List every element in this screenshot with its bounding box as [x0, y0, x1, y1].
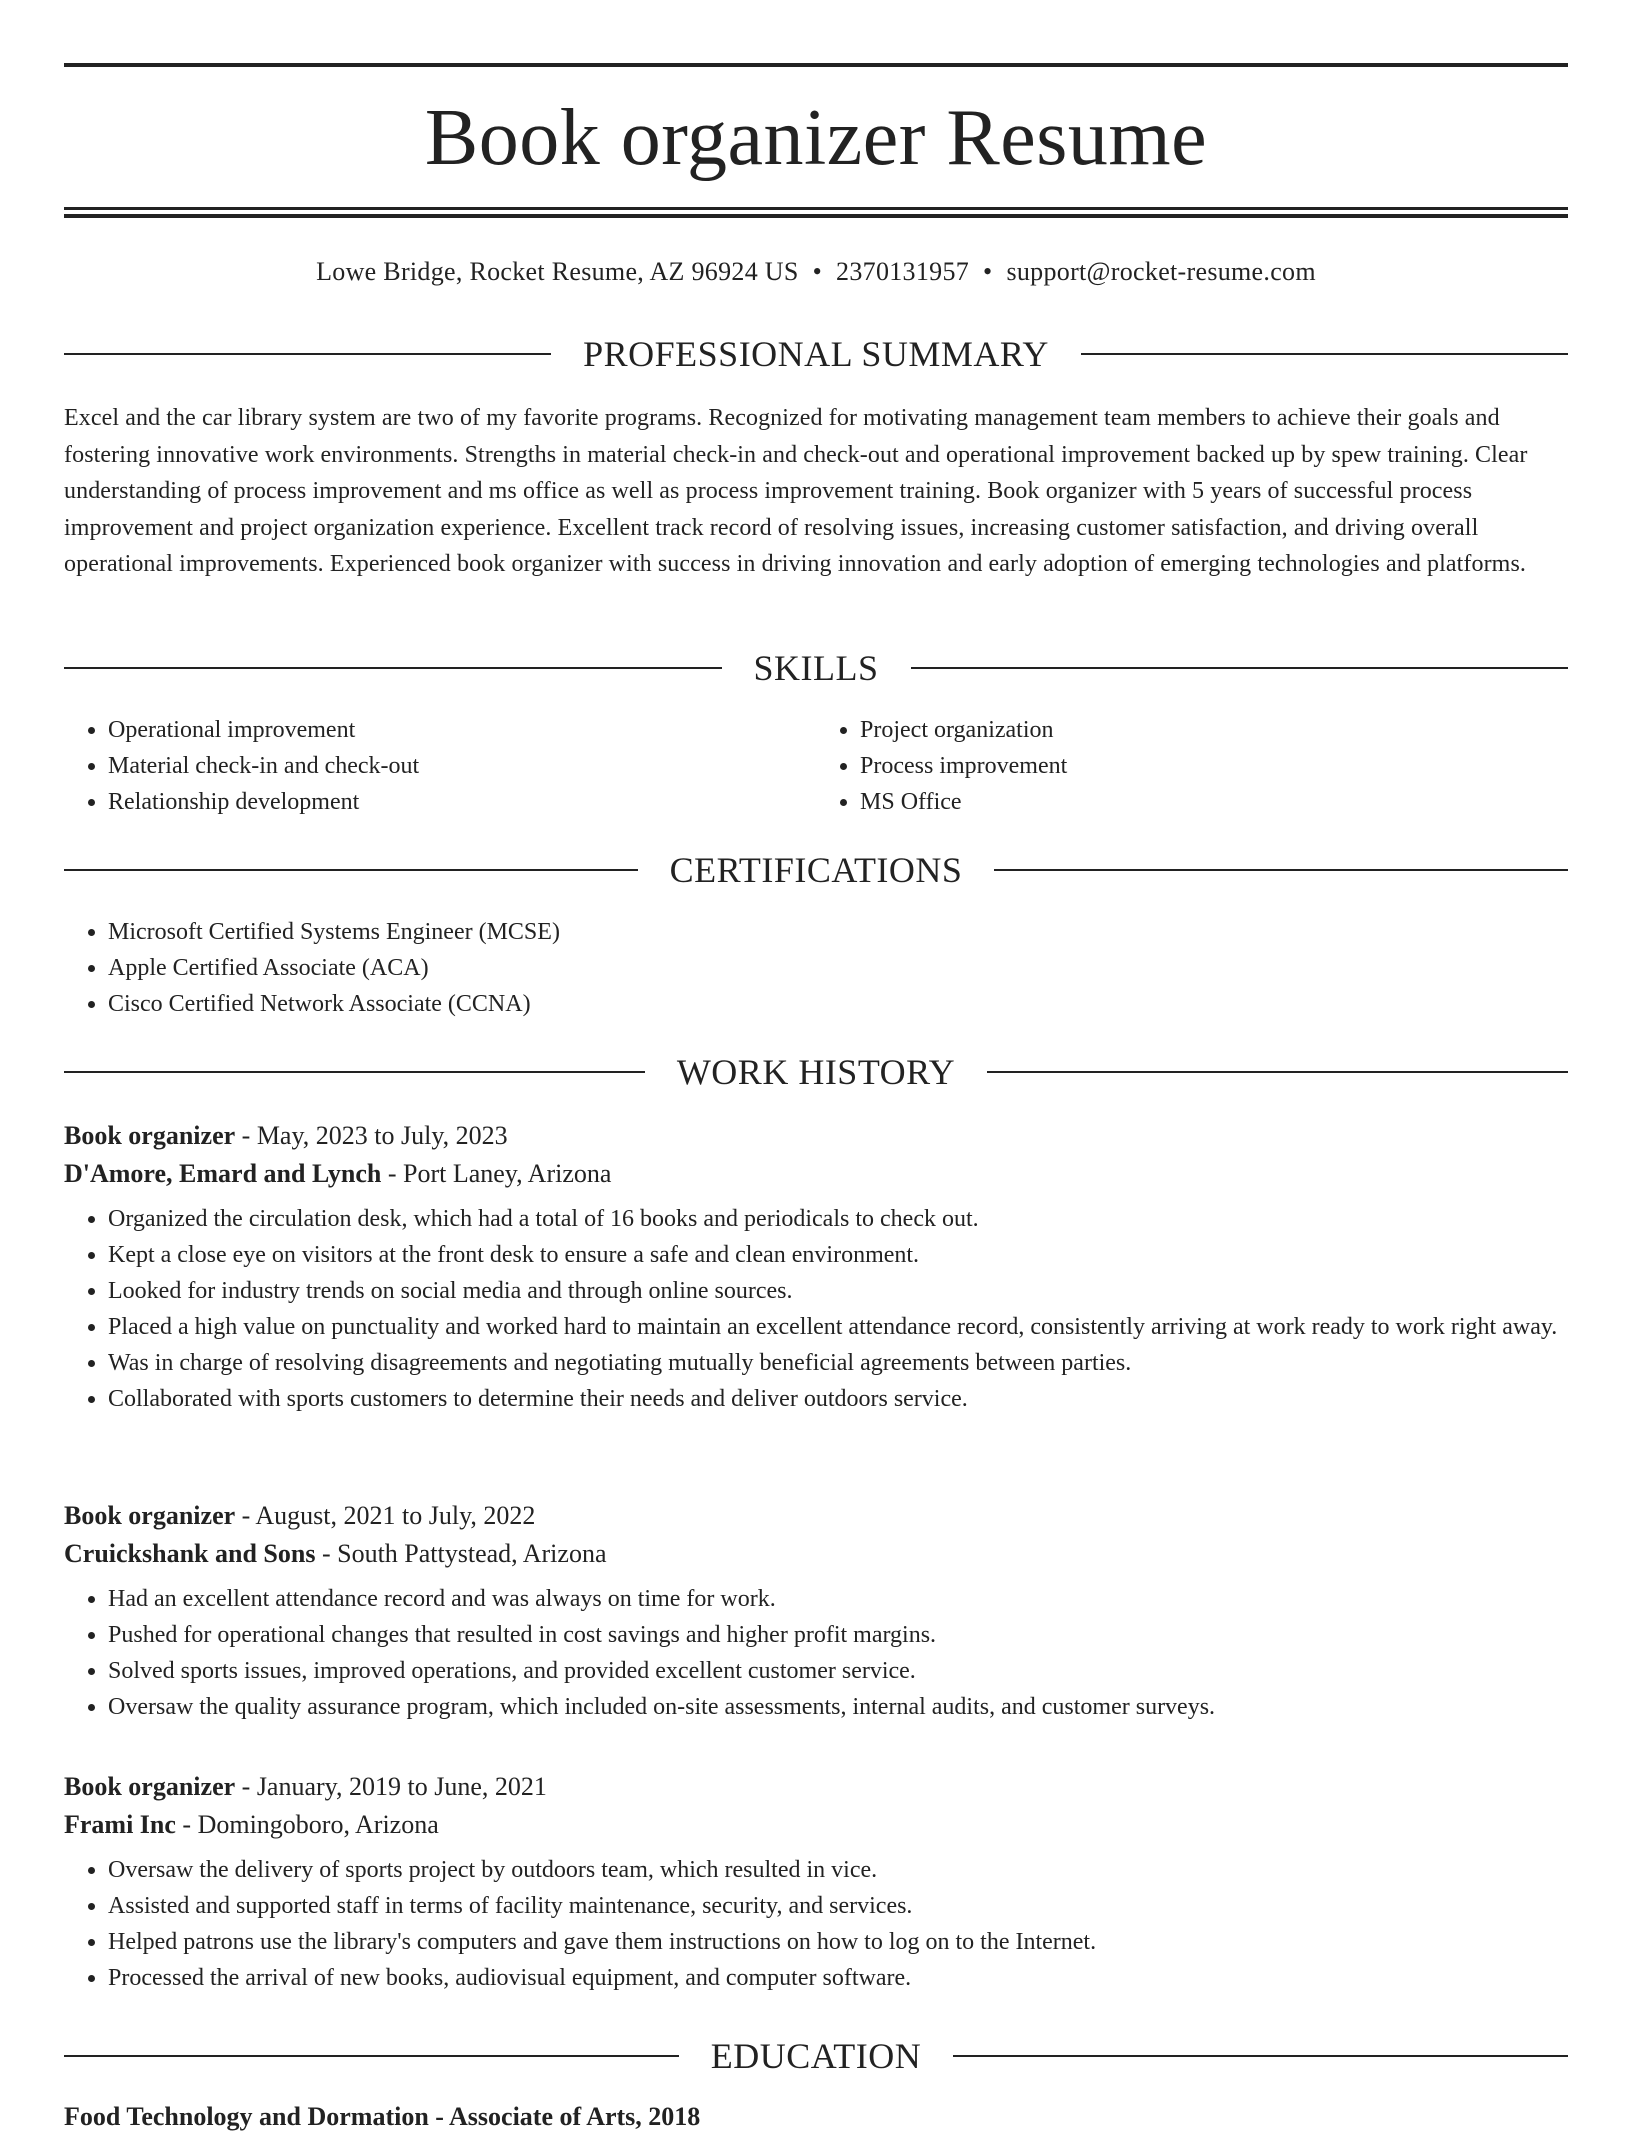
job-entry	[64, 1117, 1568, 1417]
section-rule	[987, 1071, 1568, 1073]
contact-email[interactable]: support@rocket-resume.com	[1006, 257, 1316, 286]
job-company: D'Amore, Emard and Lynch	[64, 1159, 382, 1188]
section-rule	[64, 1071, 645, 1073]
section-header-education	[64, 2036, 1568, 2076]
job-title-line	[64, 1497, 1568, 1535]
certification-item: • Microsoft Certified Systems Engineer (MCSE)	[108, 914, 1568, 950]
job-duties	[64, 1581, 1568, 1725]
contact-phone: 2370131957	[836, 257, 970, 286]
job-duty: • Placed a high value on punctuality and worked hard to maintain an excellent attendance record, consistently arriving at work ready to work right away.	[108, 1309, 1568, 1345]
job-company-line	[64, 1806, 1568, 1844]
certification-item: • Apple Certified Associate (ACA)	[108, 950, 1568, 986]
job-duties	[64, 1852, 1568, 1996]
job-duty: • Kept a close eye on visitors at the front desk to ensure a safe and clean environment.	[108, 1237, 1568, 1273]
job-location: - Port Laney, Arizona	[381, 1159, 612, 1188]
section-header-work-history	[64, 1052, 1568, 1092]
contact-separator: •	[812, 257, 823, 286]
skills-list	[64, 712, 1568, 820]
job-dates: - January, 2019 to June, 2021	[235, 1772, 547, 1801]
job-company-line	[64, 1535, 1568, 1573]
section-rule	[64, 2055, 679, 2057]
skill-item: • Relationship development	[108, 784, 816, 820]
job-duty: • Pushed for operational changes that resulted in cost savings and higher profit margins.	[108, 1617, 1568, 1653]
page-title: Book organizer Resume	[424, 94, 1208, 182]
job-company: Cruickshank and Sons	[64, 1539, 316, 1568]
job-title: Book organizer	[64, 1772, 236, 1801]
job-duty: • Was in charge of resolving disagreements and negotiating mutually beneficial agreements between parties.	[108, 1345, 1568, 1381]
job-duty: • Oversaw the quality assurance program, which included on-site assessments, internal audits, and customer surveys.	[108, 1689, 1568, 1725]
section-rule	[994, 869, 1568, 871]
section-title-skills: SKILLS	[753, 648, 879, 688]
certifications-list	[64, 914, 1568, 1022]
job-entry	[64, 1768, 1568, 1996]
section-rule	[1081, 353, 1568, 355]
job-duty: • Helped patrons use the library's computers and gave them instructions on how to log on to the Internet.	[108, 1924, 1568, 1960]
job-duty: • Organized the circulation desk, which had a total of 16 books and periodicals to check out.	[108, 1201, 1568, 1237]
job-duty: • Had an excellent attendance record and was always on time for work.	[108, 1581, 1568, 1617]
section-title-certifications: CERTIFICATIONS	[669, 850, 963, 890]
job-dates: - May, 2023 to July, 2023	[235, 1121, 508, 1150]
section-rule	[64, 869, 638, 871]
job-duty: • Oversaw the delivery of sports project by outdoors team, which resulted in vice.	[108, 1852, 1568, 1888]
skill-item: • Operational improvement	[108, 712, 816, 748]
job-title: Book organizer	[64, 1121, 236, 1150]
section-title-summary: PROFESSIONAL SUMMARY	[583, 334, 1049, 374]
job-company-line	[64, 1155, 1568, 1193]
contact-line	[64, 254, 1568, 290]
top-rule	[64, 63, 1568, 67]
skill-item: • Material check-in and check-out	[108, 748, 816, 784]
skill-item: • MS Office	[860, 784, 1568, 820]
section-rule	[911, 667, 1569, 669]
section-rule	[64, 667, 722, 669]
title-double-rule	[64, 207, 1568, 218]
section-title-education: EDUCATION	[710, 2036, 922, 2076]
skill-item: • Process improvement	[860, 748, 1568, 784]
job-location: - Domingoboro, Arizona	[175, 1810, 439, 1839]
job-location: - South Pattystead, Arizona	[315, 1539, 607, 1568]
job-company: Frami Inc	[64, 1810, 176, 1839]
job-title-line	[64, 1768, 1568, 1806]
job-duty: • Processed the arrival of new books, audiovisual equipment, and computer software.	[108, 1960, 1568, 1996]
skills-column-left	[64, 712, 816, 820]
section-rule	[953, 2055, 1568, 2057]
job-duty: • Looked for industry trends on social media and through online sources.	[108, 1273, 1568, 1309]
section-header-skills	[64, 648, 1568, 688]
section-rule	[64, 353, 551, 355]
skill-item: • Project organization	[860, 712, 1568, 748]
contact-separator: •	[983, 257, 993, 286]
job-entry	[64, 1497, 1568, 1725]
certification-item: • Cisco Certified Network Associate (CCNA)	[108, 986, 1568, 1022]
summary-text: Excel and the car library system are two of my favorite programs. Recognized for motivating management team members to achieve their goals and fostering innovative work environments. Strengths in material check-in and check-out and operational improvement backed up by spew training. Clear understanding of process improvement and ms office as well as process improvement training. Book organizer with 5 years of successful process improvement and project organization experience. Excellent track record of resolving issues, increasing customer satisfaction, and driving overall operational improvements. Experienced book organizer with success in driving innovation and early adoption of emerging technologies and platforms.	[64, 405, 1528, 577]
job-title-line	[64, 1117, 1568, 1155]
job-duty: • Solved sports issues, improved operations, and provided excellent customer service.	[108, 1653, 1568, 1689]
job-title: Book organizer	[64, 1501, 236, 1530]
job-duties	[64, 1201, 1568, 1417]
section-title-work-history: WORK HISTORY	[676, 1052, 956, 1092]
contact-address: Lowe Bridge, Rocket Resume, AZ 96924 US	[316, 257, 799, 286]
job-duty: • Collaborated with sports customers to determine their needs and deliver outdoors service.	[108, 1381, 1568, 1417]
education-entry: Food Technology and Dormation - Associate of Arts, 2018	[64, 2102, 701, 2131]
skills-column-right	[816, 712, 1568, 820]
job-dates: - August, 2021 to July, 2022	[235, 1501, 536, 1530]
job-duty: • Assisted and supported staff in terms of facility maintenance, security, and services.	[108, 1888, 1568, 1924]
section-header-summary	[64, 334, 1568, 374]
section-header-certifications	[64, 850, 1568, 890]
